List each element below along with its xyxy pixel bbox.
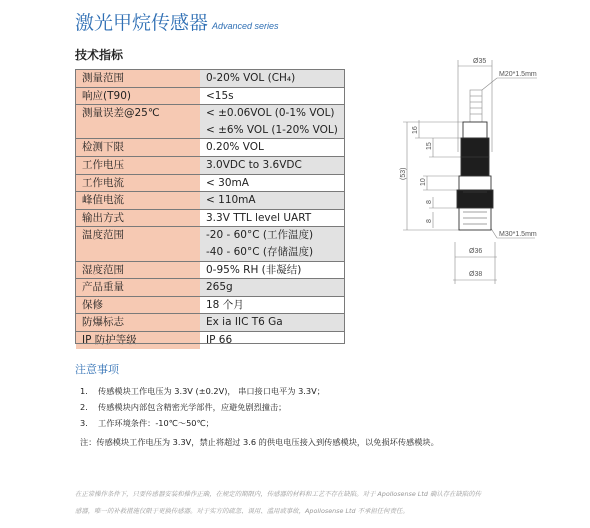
spec-label: 保修 [76,296,200,314]
spec-row [76,174,344,192]
spec-row [76,139,344,157]
spec-value-line: IP 66 [206,333,233,346]
spec-value [200,331,344,348]
dim-thread-top: M20*1.5mm [499,71,537,78]
spec-value [200,227,344,261]
spec-value [200,87,344,105]
document-title [75,8,279,34]
spec-label: IP 防护等级 [76,331,200,348]
title-main: 激光甲烷传感器 [75,12,209,34]
spec-value [200,209,344,227]
note-text: 工作环境条件：-10℃～50℃； [98,418,214,428]
spec-label: 测量误差@25℃ [76,105,200,139]
dim-thread-bottom: M30*1.5mm [499,231,537,238]
spec-row [76,296,344,314]
note-number: 2. [80,402,88,412]
spec-label: 输出方式 [76,209,200,227]
spec-row [76,87,344,105]
spec-label: 工作电压 [76,156,200,174]
spec-value [200,314,344,332]
spec-value-line: 3.0VDC to 3.6VDC [206,158,302,171]
spec-value-line: Ex ia IIC T6 Ga [206,316,283,329]
dim-10: 10 [420,178,427,186]
dim-8a: 8 [426,200,433,204]
spec-value [200,139,344,157]
spec-row [76,227,344,261]
spec-value-line: 0-20% VOL (CH₄) [206,72,296,84]
spec-value [200,279,344,297]
footer-line-1: 在正常操作条件下，只要传感器安装和操作正确，在规定的期限内，传感器的材料和工艺不存在缺陷。对于 Apollosense Ltd 确认存在缺陷的传 [75,490,482,498]
note-item [80,386,325,397]
note-text: 传感模块内部包含精密光学部件，应避免剧烈撞击； [98,402,287,412]
note-text: 传感模块工作电压为 3.3V (±0.2V)， 串口接口电平为 3.3V； [98,386,325,396]
spec-row [76,209,344,227]
dim-53: (53) [400,167,407,180]
spec-label: 响应(T90) [76,87,200,105]
spec-section-title: 技术指标 [75,48,124,62]
spec-value-line: 0-95% RH (非凝结) [206,263,302,276]
spec-row [76,105,344,139]
spec-label: 湿度范围 [76,261,200,279]
spec-label: 防爆标志 [76,314,200,332]
spec-table [76,70,344,349]
spec-value-line: <15s [206,89,234,102]
spec-value [200,156,344,174]
notes-title: 注意事项 [75,363,119,376]
spec-value-line: < 30mA [206,176,249,189]
spec-value [200,192,344,210]
spec-label: 测量范围 [76,70,200,87]
dim-d35: Ø35 [473,58,487,65]
note-number: 3. [80,418,88,428]
spec-row [76,70,344,87]
note-item [80,402,286,413]
spec-label: 温度范围 [76,227,200,261]
spec-value [200,174,344,192]
note-number: 1. [80,386,88,396]
spec-value [200,70,344,87]
spec-value-line: -20 - 60°C (工作温度) [206,229,314,242]
title-subtitle: Advanced series [212,21,279,31]
spec-value [200,261,344,279]
spec-value [200,105,344,139]
spec-value-line: 3.3V TTL level UART [206,211,312,224]
footer-line-2: 感器，唯一的补救措施仅限于更换传感器。对于实方的疏忽、误用、滥用或事故，Apollosense Ltd 不承担任何责任。 [75,507,409,515]
spec-row [76,314,344,332]
spec-row [76,279,344,297]
spec-row [76,261,344,279]
spec-value-line: 265g [206,281,233,294]
spec-label: 工作电流 [76,174,200,192]
spec-label: 产品重量 [76,279,200,297]
dim-8b: 8 [426,219,433,223]
spec-label: 检测下限 [76,139,200,157]
spec-value-line: -40 - 60°C (存储温度) [206,245,314,258]
spec-label: 峰值电流 [76,192,200,210]
notes-remark: 注：传感模块工作电压为 3.3V，禁止将超过 3.6 的供电电压接入到传感模块，以免损坏传感模块。 [80,437,439,447]
dimension-drawing [385,52,585,292]
spec-value-line: < ±0.06VOL (0-1% VOL) [206,107,335,120]
spec-value-line: 0.20% VOL [206,141,264,154]
note-item [80,418,214,429]
spec-value-line: < ±6% VOL (1-20% VOL) [206,123,338,136]
spec-value-line: < 110mA [206,194,256,207]
spec-row [76,331,344,348]
spec-row [76,192,344,210]
dim-d38: Ø38 [469,271,483,278]
dim-15: 15 [426,142,433,150]
spec-row [76,156,344,174]
spec-value [200,296,344,314]
spec-value-line: 18 个月 [206,298,244,311]
dim-d36: Ø36 [469,248,483,255]
dim-16: 16 [412,126,419,134]
